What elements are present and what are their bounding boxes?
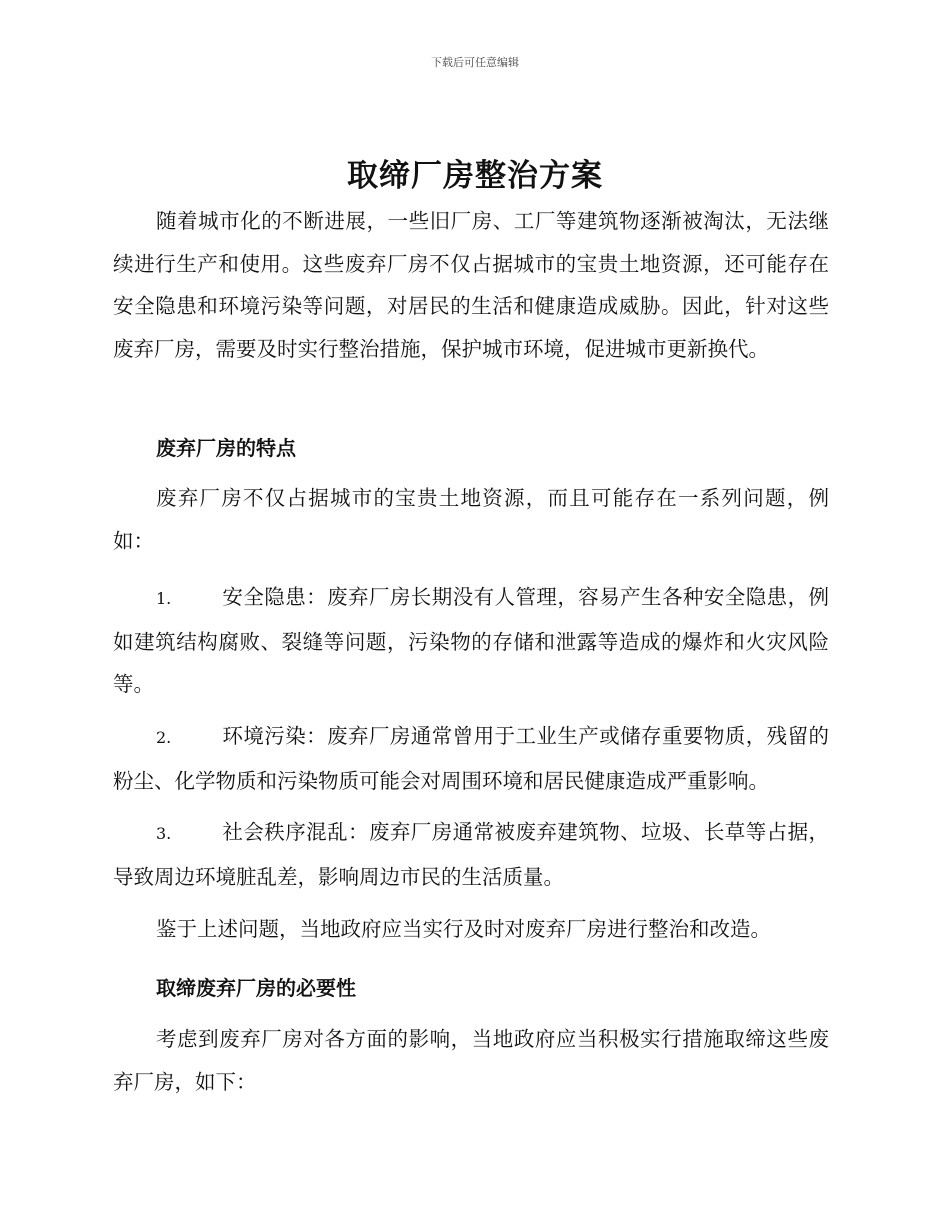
section-heading-necessity: 取缔废弃厂房的必要性 xyxy=(156,976,356,1000)
intro-paragraph: 随着城市化的不断进展，一些旧厂房、工厂等建筑物逐渐被淘汰，无法继续进行生产和使用。这些废弃厂房不仅占据城市的宝贵土地资源，还可能存在安全隐患和环境污染等问题，对居民的生活和健康造成威胁。因此，针对这些废弃厂房，需要及时实行整治措施，保护城市环境，促进城市更新换代。 xyxy=(113,209,829,361)
list-item-text: 安全隐患：废弃厂房长期没有人管理，容易产生各种安全隐患，例如建筑结构腐败、裂缝等问题，污染物的存储和泄露等造成的爆炸和火灾风险等。 xyxy=(113,585,829,696)
list-item-3 xyxy=(113,811,829,898)
header-note: 下载后可任意编辑 xyxy=(431,56,519,69)
document-title: 取缔厂房整治方案 xyxy=(347,158,603,194)
list-item-2 xyxy=(113,715,829,802)
section1-lead-paragraph: 废弃厂房不仅占据城市的宝贵土地资源，而且可能存在一系列问题，例如： xyxy=(113,486,829,553)
list-item-1 xyxy=(113,576,829,706)
section2-lead-paragraph: 考虑到废弃厂房对各方面的影响，当地政府应当积极实行措施取缔这些废弃厂房，如下： xyxy=(113,1027,829,1094)
list-item-text: 社会秩序混乱：废弃厂房通常被废弃建筑物、垃圾、长草等占据，导致周边环境脏乱差，影响周边市民的生活质量。 xyxy=(113,820,829,889)
section-heading-features: 废弃厂房的特点 xyxy=(156,436,296,460)
list-item-text: 环境污染：废弃厂房通常曾用于工业生产或储存重要物质，残留的粉尘、化学物质和污染物质可能会对周围环境和居民健康造成严重影响。 xyxy=(113,724,829,793)
list-number: 2. xyxy=(156,728,172,747)
section1-conclusion-paragraph: 鉴于上述问题，当地政府应当实行及时对废弃厂房进行整治和改造。 xyxy=(156,917,771,941)
list-number: 1. xyxy=(156,589,172,608)
list-number: 3. xyxy=(156,824,172,843)
